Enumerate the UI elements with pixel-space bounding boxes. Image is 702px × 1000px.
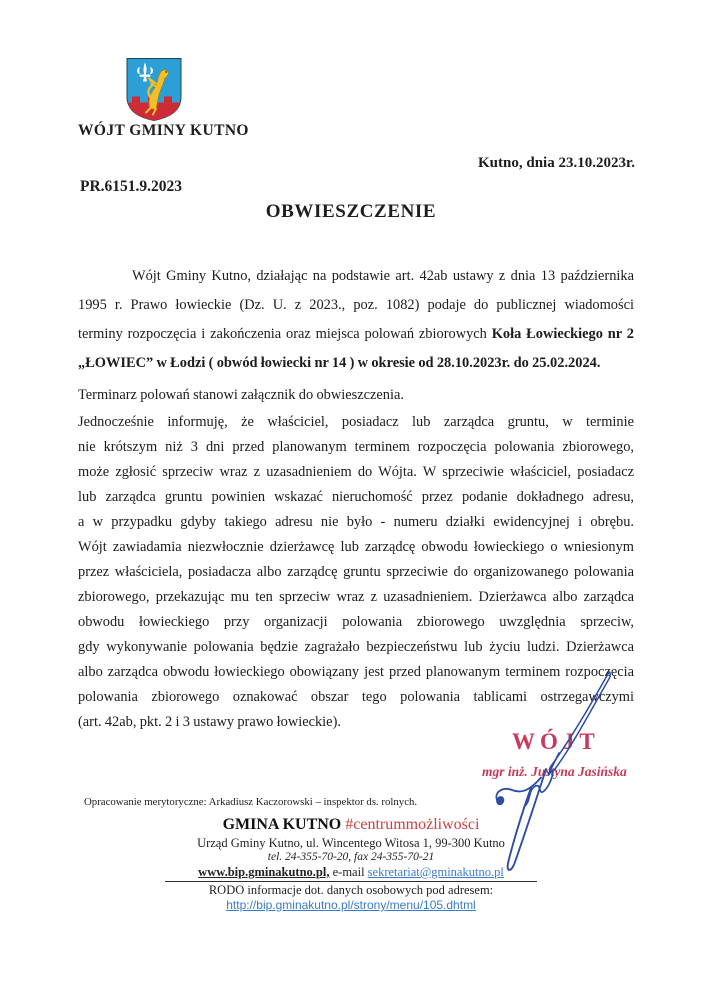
footer-rodo-note: RODO informacje dot. danych osobowych pod adresem:: [208, 883, 494, 897]
municipality-footer: [0, 816, 702, 912]
paragraph-objection-rules: [78, 410, 634, 735]
text-line: przez właściciela, posiadacza albo zarządcę gruntu sprzeciwie do organizowanego polowania: [78, 564, 634, 580]
text-line: Jednocześnie informuję, że właściciel, posiadacz lub zarządca gruntu, w terminie: [78, 414, 634, 430]
text-line: może zgłosić sprzeciw wraz z uzasadnieniem do Wójta. W sprzeciwie właściciel, posiadacz: [78, 464, 634, 480]
text-line: lub zarządca gruntu powinien wskazać nieruchomość przez podanie dokładnego adresu,: [78, 489, 634, 505]
text-line: polowania zbiorowego oznakować obszar tego polowania tablicami ostrzegawczymi: [78, 689, 634, 705]
footer-email-link[interactable]: sekretariat@gminakutno.pl: [367, 865, 504, 879]
footer-bip-link[interactable]: www.bip.gminakutno.pl,: [198, 865, 330, 879]
footer-divider: [165, 881, 537, 882]
place-and-date: Kutno, dnia 23.10.2023r.: [478, 155, 635, 171]
paragraph-intro: [78, 262, 634, 378]
footer-web-email-line: [0, 865, 702, 879]
text-line: Wójt Gminy Kutno, działając na podstawie art. 42ab ustawy z dnia 13 października: [132, 268, 634, 284]
text-line: 1995 r. Prawo łowieckie (Dz. U. z 2023., poz. 1082) podaje do publicznej wiadomości: [78, 297, 634, 313]
text-line: terminy rozpoczęcia i zakończenia oraz miejsca polowań zbiorowych Koła Łowieckiego nr 2: [78, 326, 634, 342]
footer-phone-fax: tel. 24-355-70-20, fax 24-355-70-21: [267, 851, 435, 863]
text-line: (art. 42ab, pkt. 2 i 3 ustawy prawo łowieckie).: [78, 714, 341, 730]
footer-rodo-url-link[interactable]: http://bip.gminakutno.pl/strony/menu/105.dhtml: [226, 898, 476, 912]
document-title: OBWIESZCZENIE: [265, 201, 437, 222]
prepared-by-note: Opracowanie merytoryczne: Arkadiusz Kaczorowski – inspektor ds. rolnych.: [84, 796, 418, 808]
text-line: Wójt zawiadamia niezwłocznie dzierżawcę lub zarządcę obwodu łowieckiego o wniesionym: [78, 539, 634, 555]
kutno-coat-of-arms-icon: [125, 56, 183, 123]
mayor-stamp-name: mgr inż. Justyna Jasińska: [482, 764, 627, 779]
footer-email-label: e-mail: [332, 865, 365, 879]
attachment-note: Terminarz polowań stanowi załącznik do obwieszczenia.: [78, 387, 404, 403]
text-line: „ŁOWIEC” w Łodzi ( obwód łowiecki nr 14 ) w okresie od 28.10.2023r. do 25.02.2024.: [78, 355, 601, 371]
text-line: obwodu łowieckiego przy organizacji polowania zbiorowego uwzględnia sprzeciw,: [78, 614, 634, 630]
text-line: albo zarządca obwodu łowieckiego obowiązany jest przed planowanym terminem rozpoczęcia: [78, 664, 634, 680]
footer-org-hashtag: #centrummożliwości: [345, 816, 480, 833]
reference-number: PR.6151.9.2023: [80, 178, 183, 195]
footer-address: Urząd Gminy Kutno, ul. Wincentego Witosa 1, 99-300 Kutno: [197, 836, 505, 850]
document-body: [78, 262, 634, 735]
footer-org-line: [0, 816, 702, 834]
text-line: a w przypadku gdyby takiego adresu nie było - numeru działki ewidencyjnej i obrębu.: [78, 514, 634, 530]
authority-title: WÓJT GMINY KUTNO: [78, 122, 249, 139]
mayor-stamp-title: WÓJT: [512, 729, 600, 754]
text-line: gdy wykonywanie polowania będzie zagrażało bezpieczeństwu lub życiu ludzi. Dzierżawca: [78, 639, 634, 655]
footer-org-name: GMINA KUTNO: [222, 816, 342, 833]
text-line: nie krótszym niż 3 dni przed planowanym terminem rozpoczęcia polowania zbiorowego,: [78, 439, 634, 455]
text-line: zbiorowego, przekazując mu ten sprzeciw wraz z uzasadnieniem. Dzierżawca albo zarządca: [78, 589, 634, 605]
